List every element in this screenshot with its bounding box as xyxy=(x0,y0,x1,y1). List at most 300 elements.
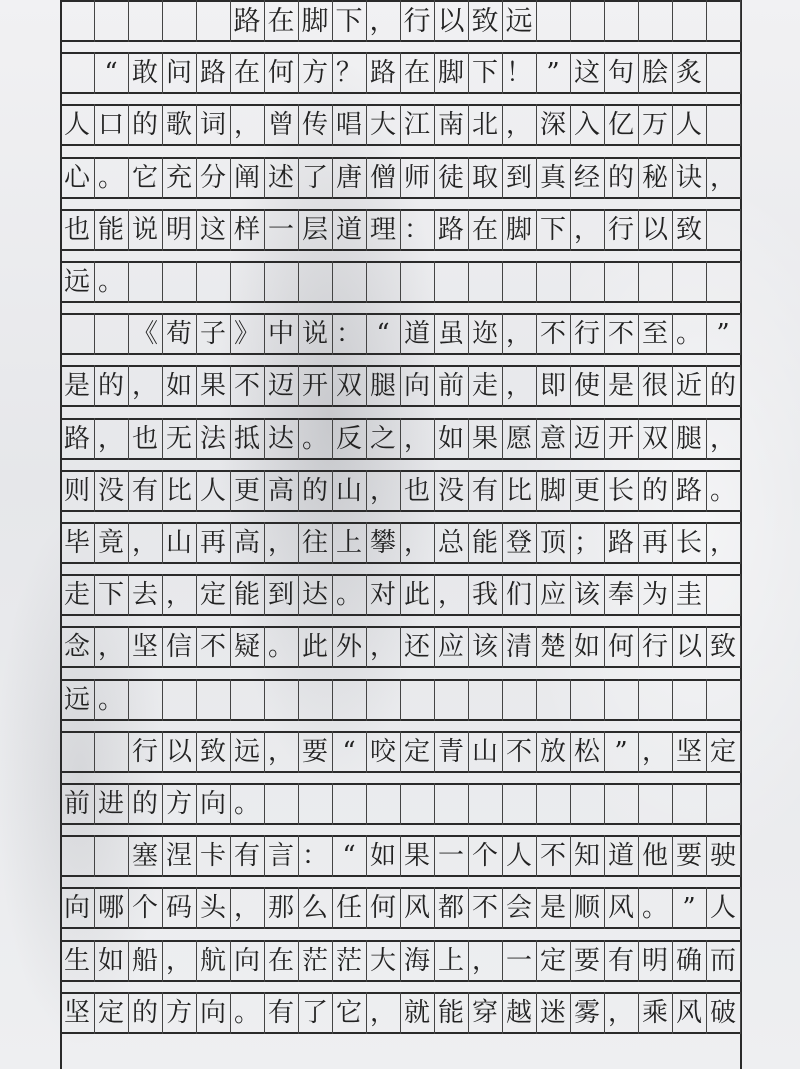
grid-cell: 是 xyxy=(60,365,94,407)
grid-cell: 一 xyxy=(434,835,468,877)
grid-cell xyxy=(162,0,196,42)
grid-cell: 要 xyxy=(672,835,706,877)
grid-cell xyxy=(706,679,740,721)
text-row xyxy=(60,731,742,773)
grid-cell: 炙 xyxy=(672,52,706,94)
grid-cell: 路 xyxy=(196,52,230,94)
grid-cell xyxy=(94,313,128,355)
grid-cell: 前 xyxy=(434,365,468,407)
grid-cell: 上 xyxy=(332,522,366,564)
grid-cell: 这 xyxy=(196,209,230,251)
grid-cell: 江 xyxy=(400,104,434,146)
grid-cell xyxy=(570,0,604,42)
grid-cell: 无 xyxy=(162,418,196,460)
grid-cell: 顺 xyxy=(570,887,604,929)
grid-cell: 在 xyxy=(468,209,502,251)
grid-cell: “ xyxy=(366,313,400,355)
grid-cell xyxy=(230,261,264,303)
grid-cell: 攀 xyxy=(366,522,400,564)
grid-cell xyxy=(570,261,604,303)
grid-cell: 道 xyxy=(332,209,366,251)
grid-cell: 是 xyxy=(536,887,570,929)
grid-cell: 说 xyxy=(128,209,162,251)
grid-cell: 开 xyxy=(604,418,638,460)
grid-cell: 言 xyxy=(264,835,298,877)
grid-cell: 高 xyxy=(230,522,264,564)
grid-cell: 行 xyxy=(638,626,672,668)
grid-cell: 果 xyxy=(400,835,434,877)
grid-cell: ： xyxy=(400,209,434,251)
grid-cell: ， xyxy=(706,157,740,199)
grid-cell: 。 xyxy=(706,470,740,512)
grid-cell: 向 xyxy=(196,783,230,825)
grid-cell xyxy=(60,313,94,355)
text-row xyxy=(60,470,742,512)
grid-cell: ， xyxy=(706,522,740,564)
grid-cell: 心 xyxy=(60,157,94,199)
grid-cell xyxy=(604,679,638,721)
grid-cell xyxy=(400,783,434,825)
grid-cell: ， xyxy=(502,365,536,407)
text-row xyxy=(60,783,742,825)
grid-cell xyxy=(128,0,162,42)
grid-cell: 松 xyxy=(570,731,604,773)
grid-cell: 比 xyxy=(502,470,536,512)
grid-cell: 风 xyxy=(672,992,706,1034)
grid-cell: 人 xyxy=(196,470,230,512)
grid-cell: 越 xyxy=(502,992,536,1034)
grid-cell: 茫 xyxy=(298,940,332,982)
grid-cell: ， xyxy=(604,992,638,1034)
grid-cell: 定 xyxy=(400,731,434,773)
grid-cell: 达 xyxy=(264,418,298,460)
grid-cell: 山 xyxy=(468,731,502,773)
grid-cell: 定 xyxy=(94,992,128,1034)
grid-cell: 问 xyxy=(162,52,196,94)
grid-cell: 脚 xyxy=(298,0,332,42)
text-row xyxy=(60,626,742,668)
grid-cell xyxy=(94,835,128,877)
grid-cell: 再 xyxy=(638,522,672,564)
grid-cell: 也 xyxy=(400,470,434,512)
grid-cell xyxy=(604,783,638,825)
grid-cell: 以 xyxy=(672,626,706,668)
grid-cell: 路 xyxy=(434,209,468,251)
grid-cell: 行 xyxy=(604,209,638,251)
grid-cell: 路 xyxy=(230,0,264,42)
grid-cell: 下 xyxy=(332,0,366,42)
grid-cell: 如 xyxy=(162,365,196,407)
grid-cell: 。 xyxy=(94,679,128,721)
grid-cell xyxy=(672,0,706,42)
grid-cell xyxy=(706,209,740,251)
grid-cell: 为 xyxy=(638,574,672,616)
grid-cell: 我 xyxy=(468,574,502,616)
grid-cell: 应 xyxy=(536,574,570,616)
grid-cell: 。 xyxy=(230,992,264,1034)
grid-cell: 近 xyxy=(672,365,706,407)
grid-cell: 茫 xyxy=(332,940,366,982)
grid-cell: 诀 xyxy=(672,157,706,199)
grid-cell: 曾 xyxy=(264,104,298,146)
grid-cell: 定 xyxy=(196,574,230,616)
grid-cell: 路 xyxy=(366,52,400,94)
grid-cell: 的 xyxy=(298,470,332,512)
grid-cell: 向 xyxy=(400,365,434,407)
grid-cell xyxy=(298,679,332,721)
grid-cell xyxy=(604,261,638,303)
grid-cell: 以 xyxy=(638,209,672,251)
grid-cell: 行 xyxy=(128,731,162,773)
grid-cell: 头 xyxy=(196,887,230,929)
grid-cell: ， xyxy=(94,626,128,668)
grid-cell: 能 xyxy=(434,992,468,1034)
grid-cell: 任 xyxy=(332,887,366,929)
grid-cell: 登 xyxy=(502,522,536,564)
grid-cell: 果 xyxy=(196,365,230,407)
grid-cell: 不 xyxy=(502,731,536,773)
grid-cell: 外 xyxy=(332,626,366,668)
grid-cell: 方 xyxy=(162,783,196,825)
grid-cell: 。 xyxy=(230,783,264,825)
grid-cell: 南 xyxy=(434,104,468,146)
grid-cell: 》 xyxy=(230,313,264,355)
grid-cell: 上 xyxy=(434,940,468,982)
grid-cell xyxy=(366,261,400,303)
grid-cell: 到 xyxy=(502,157,536,199)
grid-cell: ， xyxy=(366,0,400,42)
grid-cell: ！ xyxy=(502,52,536,94)
grid-cell xyxy=(128,679,162,721)
grid-cell: ？ xyxy=(332,52,366,94)
grid-cell xyxy=(298,783,332,825)
grid-cell: 的 xyxy=(128,783,162,825)
grid-cell: 一 xyxy=(502,940,536,982)
grid-cell: 迈 xyxy=(570,418,604,460)
grid-cell: 如 xyxy=(366,835,400,877)
text-row xyxy=(60,679,742,721)
grid-cell: 也 xyxy=(128,418,162,460)
grid-cell: 竟 xyxy=(94,522,128,564)
grid-cell: 航 xyxy=(196,940,230,982)
grid-cell xyxy=(94,0,128,42)
grid-cell xyxy=(706,261,740,303)
text-row xyxy=(60,209,742,251)
grid-cell: ， xyxy=(162,940,196,982)
grid-cell: 路 xyxy=(672,470,706,512)
grid-cell: 坚 xyxy=(128,626,162,668)
grid-cell: 愿 xyxy=(502,418,536,460)
grid-cell: ， xyxy=(230,887,264,929)
grid-cell: ， xyxy=(400,418,434,460)
grid-cell: ， xyxy=(162,574,196,616)
grid-cell: 哪 xyxy=(94,887,128,929)
grid-cell: 入 xyxy=(570,104,604,146)
grid-cell: 层 xyxy=(298,209,332,251)
grid-cell: 比 xyxy=(162,470,196,512)
grid-cell: 致 xyxy=(196,731,230,773)
grid-cell: ， xyxy=(264,731,298,773)
grid-cell: 没 xyxy=(434,470,468,512)
grid-cell: 奉 xyxy=(604,574,638,616)
grid-cell: 人 xyxy=(60,104,94,146)
grid-cell xyxy=(196,0,230,42)
grid-cell: 《 xyxy=(128,313,162,355)
grid-cell: 咬 xyxy=(366,731,400,773)
grid-cell: 向 xyxy=(196,992,230,1034)
grid-cell: 一 xyxy=(264,209,298,251)
grid-cell xyxy=(264,261,298,303)
grid-cell xyxy=(468,261,502,303)
grid-cell: 路 xyxy=(604,522,638,564)
grid-cell: 乘 xyxy=(638,992,672,1034)
grid-cell: 再 xyxy=(196,522,230,564)
grid-cell: ： xyxy=(332,313,366,355)
grid-cell: 人 xyxy=(706,887,740,929)
grid-cell: 迈 xyxy=(264,365,298,407)
grid-cell: ， xyxy=(366,992,400,1034)
grid-cell: 到 xyxy=(264,574,298,616)
grid-cell xyxy=(434,783,468,825)
grid-cell xyxy=(332,261,366,303)
grid-cell: 长 xyxy=(604,470,638,512)
grid-cell xyxy=(128,261,162,303)
grid-cell: 腿 xyxy=(366,365,400,407)
grid-cell xyxy=(434,261,468,303)
grid-cell: 充 xyxy=(162,157,196,199)
grid-cell xyxy=(366,783,400,825)
grid-cell: 高 xyxy=(264,470,298,512)
grid-cell: 不 xyxy=(536,313,570,355)
grid-cell: 果 xyxy=(468,418,502,460)
grid-cell: 真 xyxy=(536,157,570,199)
grid-cell: 么 xyxy=(298,887,332,929)
grid-cell: 楚 xyxy=(536,626,570,668)
grid-cell: 意 xyxy=(536,418,570,460)
grid-cell: 走 xyxy=(468,365,502,407)
grid-cell: 经 xyxy=(570,157,604,199)
grid-cell xyxy=(672,679,706,721)
grid-cell: 僧 xyxy=(366,157,400,199)
grid-cell: 没 xyxy=(94,470,128,512)
text-row xyxy=(60,940,742,982)
grid-cell: 何 xyxy=(366,887,400,929)
grid-cell: 。 xyxy=(332,574,366,616)
grid-cell: 的 xyxy=(604,157,638,199)
grid-cell: 则 xyxy=(60,470,94,512)
grid-cell xyxy=(638,0,672,42)
text-row xyxy=(60,365,742,407)
grid-cell: 传 xyxy=(298,104,332,146)
grid-cell: 也 xyxy=(60,209,94,251)
grid-cell: ” xyxy=(706,313,740,355)
grid-cell: 有 xyxy=(604,940,638,982)
grid-cell xyxy=(60,731,94,773)
grid-cell: ， xyxy=(128,365,162,407)
grid-cell xyxy=(672,783,706,825)
grid-cell: 不 xyxy=(468,887,502,929)
grid-cell: 在 xyxy=(264,0,298,42)
grid-cell: 了 xyxy=(298,992,332,1034)
grid-cell: 达 xyxy=(298,574,332,616)
grid-cell: 在 xyxy=(264,940,298,982)
grid-cell: 个 xyxy=(128,887,162,929)
grid-cell: 的 xyxy=(128,104,162,146)
grid-cell xyxy=(570,679,604,721)
grid-cell: 它 xyxy=(128,157,162,199)
grid-cell: 唐 xyxy=(332,157,366,199)
grid-cell: 如 xyxy=(570,626,604,668)
grid-cell: 不 xyxy=(196,626,230,668)
text-row xyxy=(60,418,742,460)
grid-cell xyxy=(196,261,230,303)
grid-cell: 生 xyxy=(60,940,94,982)
grid-cell: 下 xyxy=(468,52,502,94)
grid-cell: 是 xyxy=(604,365,638,407)
grid-cell: 。 xyxy=(94,261,128,303)
grid-cell xyxy=(536,0,570,42)
grid-cell: 确 xyxy=(672,940,706,982)
grid-cell: 山 xyxy=(162,522,196,564)
grid-cell: 向 xyxy=(230,940,264,982)
grid-cell: 了 xyxy=(298,157,332,199)
grid-cell: 开 xyxy=(298,365,332,407)
grid-cell: 个 xyxy=(468,835,502,877)
grid-cell: 清 xyxy=(502,626,536,668)
grid-cell xyxy=(366,679,400,721)
grid-cell: 信 xyxy=(162,626,196,668)
grid-cell: 念 xyxy=(60,626,94,668)
grid-cell: 致 xyxy=(706,626,740,668)
grid-cell: 的 xyxy=(638,470,672,512)
grid-cell xyxy=(706,783,740,825)
grid-cell: 顶 xyxy=(536,522,570,564)
grid-cell: 明 xyxy=(162,209,196,251)
grid-cell: 腿 xyxy=(672,418,706,460)
grid-cell: 迷 xyxy=(536,992,570,1034)
grid-cell: 卡 xyxy=(196,835,230,877)
grid-cell: 何 xyxy=(264,52,298,94)
grid-cell xyxy=(400,679,434,721)
grid-cell: 至 xyxy=(638,313,672,355)
grid-cell: 大 xyxy=(366,940,400,982)
grid-cell: 亿 xyxy=(604,104,638,146)
grid-cell xyxy=(60,835,94,877)
grid-cell: 荀 xyxy=(162,313,196,355)
grid-cell: 迩 xyxy=(468,313,502,355)
grid-cell: 秘 xyxy=(638,157,672,199)
grid-cell: 塞 xyxy=(128,835,162,877)
grid-cell: 毕 xyxy=(60,522,94,564)
grid-cell: 虽 xyxy=(434,313,468,355)
grid-cell xyxy=(502,679,536,721)
grid-cell: 此 xyxy=(298,626,332,668)
grid-cell: 口 xyxy=(94,104,128,146)
grid-cell: 风 xyxy=(400,887,434,929)
grid-cell: 它 xyxy=(332,992,366,1034)
grid-cell: 双 xyxy=(638,418,672,460)
grid-cell xyxy=(264,783,298,825)
text-row xyxy=(60,313,742,355)
grid-cell xyxy=(638,679,672,721)
grid-cell: ， xyxy=(434,574,468,616)
grid-cell: 理 xyxy=(366,209,400,251)
title-row xyxy=(60,0,742,42)
grid-cell xyxy=(502,261,536,303)
grid-cell: 使 xyxy=(570,365,604,407)
grid-cell: 都 xyxy=(434,887,468,929)
grid-cell: 远 xyxy=(502,0,536,42)
grid-cell: 如 xyxy=(94,940,128,982)
grid-cell: 脚 xyxy=(536,470,570,512)
grid-cell: 远 xyxy=(230,731,264,773)
grid-cell: 即 xyxy=(536,365,570,407)
grid-cell: 往 xyxy=(298,522,332,564)
grid-cell: 在 xyxy=(230,52,264,94)
grid-cell: 青 xyxy=(434,731,468,773)
grid-cell: 船 xyxy=(128,940,162,982)
grid-cell: 雾 xyxy=(570,992,604,1034)
grid-cell: 有 xyxy=(468,470,502,512)
grid-cell: 的 xyxy=(128,992,162,1034)
grid-cell: 。 xyxy=(264,626,298,668)
grid-cell: 之 xyxy=(366,418,400,460)
grid-cell: 远 xyxy=(60,679,94,721)
grid-cell xyxy=(468,679,502,721)
grid-cell: 有 xyxy=(128,470,162,512)
grid-cell: 涅 xyxy=(162,835,196,877)
grid-cell: 徒 xyxy=(434,157,468,199)
grid-cell: 大 xyxy=(366,104,400,146)
grid-cell: 这 xyxy=(570,52,604,94)
grid-cell: 应 xyxy=(434,626,468,668)
grid-cell xyxy=(60,0,94,42)
grid-cell xyxy=(570,783,604,825)
grid-cell: 去 xyxy=(128,574,162,616)
grid-cell: 会 xyxy=(502,887,536,929)
grid-cell: ， xyxy=(264,522,298,564)
grid-cell: 前 xyxy=(60,783,94,825)
grid-cell: 道 xyxy=(400,313,434,355)
grid-cell: 唱 xyxy=(332,104,366,146)
grid-cell: ： xyxy=(298,835,332,877)
grid-cell xyxy=(162,261,196,303)
grid-cell: 穿 xyxy=(468,992,502,1034)
grid-cell: 。 xyxy=(298,418,332,460)
grid-cell: 坚 xyxy=(60,992,94,1034)
grid-cell: 能 xyxy=(468,522,502,564)
grid-cell xyxy=(706,0,740,42)
grid-cell: 放 xyxy=(536,731,570,773)
grid-cell: 那 xyxy=(264,887,298,929)
grid-cell: 敢 xyxy=(128,52,162,94)
grid-cell: 句 xyxy=(604,52,638,94)
grid-cell: 而 xyxy=(706,940,740,982)
grid-cell: 有 xyxy=(230,835,264,877)
grid-cell: 走 xyxy=(60,574,94,616)
grid-cell: 中 xyxy=(264,313,298,355)
grid-cell: 风 xyxy=(604,887,638,929)
grid-cell: ， xyxy=(400,522,434,564)
grid-cell xyxy=(638,783,672,825)
text-row xyxy=(60,157,742,199)
grid-cell: ， xyxy=(502,313,536,355)
grid-cell xyxy=(230,679,264,721)
grid-cell xyxy=(298,261,332,303)
text-row xyxy=(60,522,742,564)
text-row xyxy=(60,992,742,1034)
grid-cell: 以 xyxy=(434,0,468,42)
